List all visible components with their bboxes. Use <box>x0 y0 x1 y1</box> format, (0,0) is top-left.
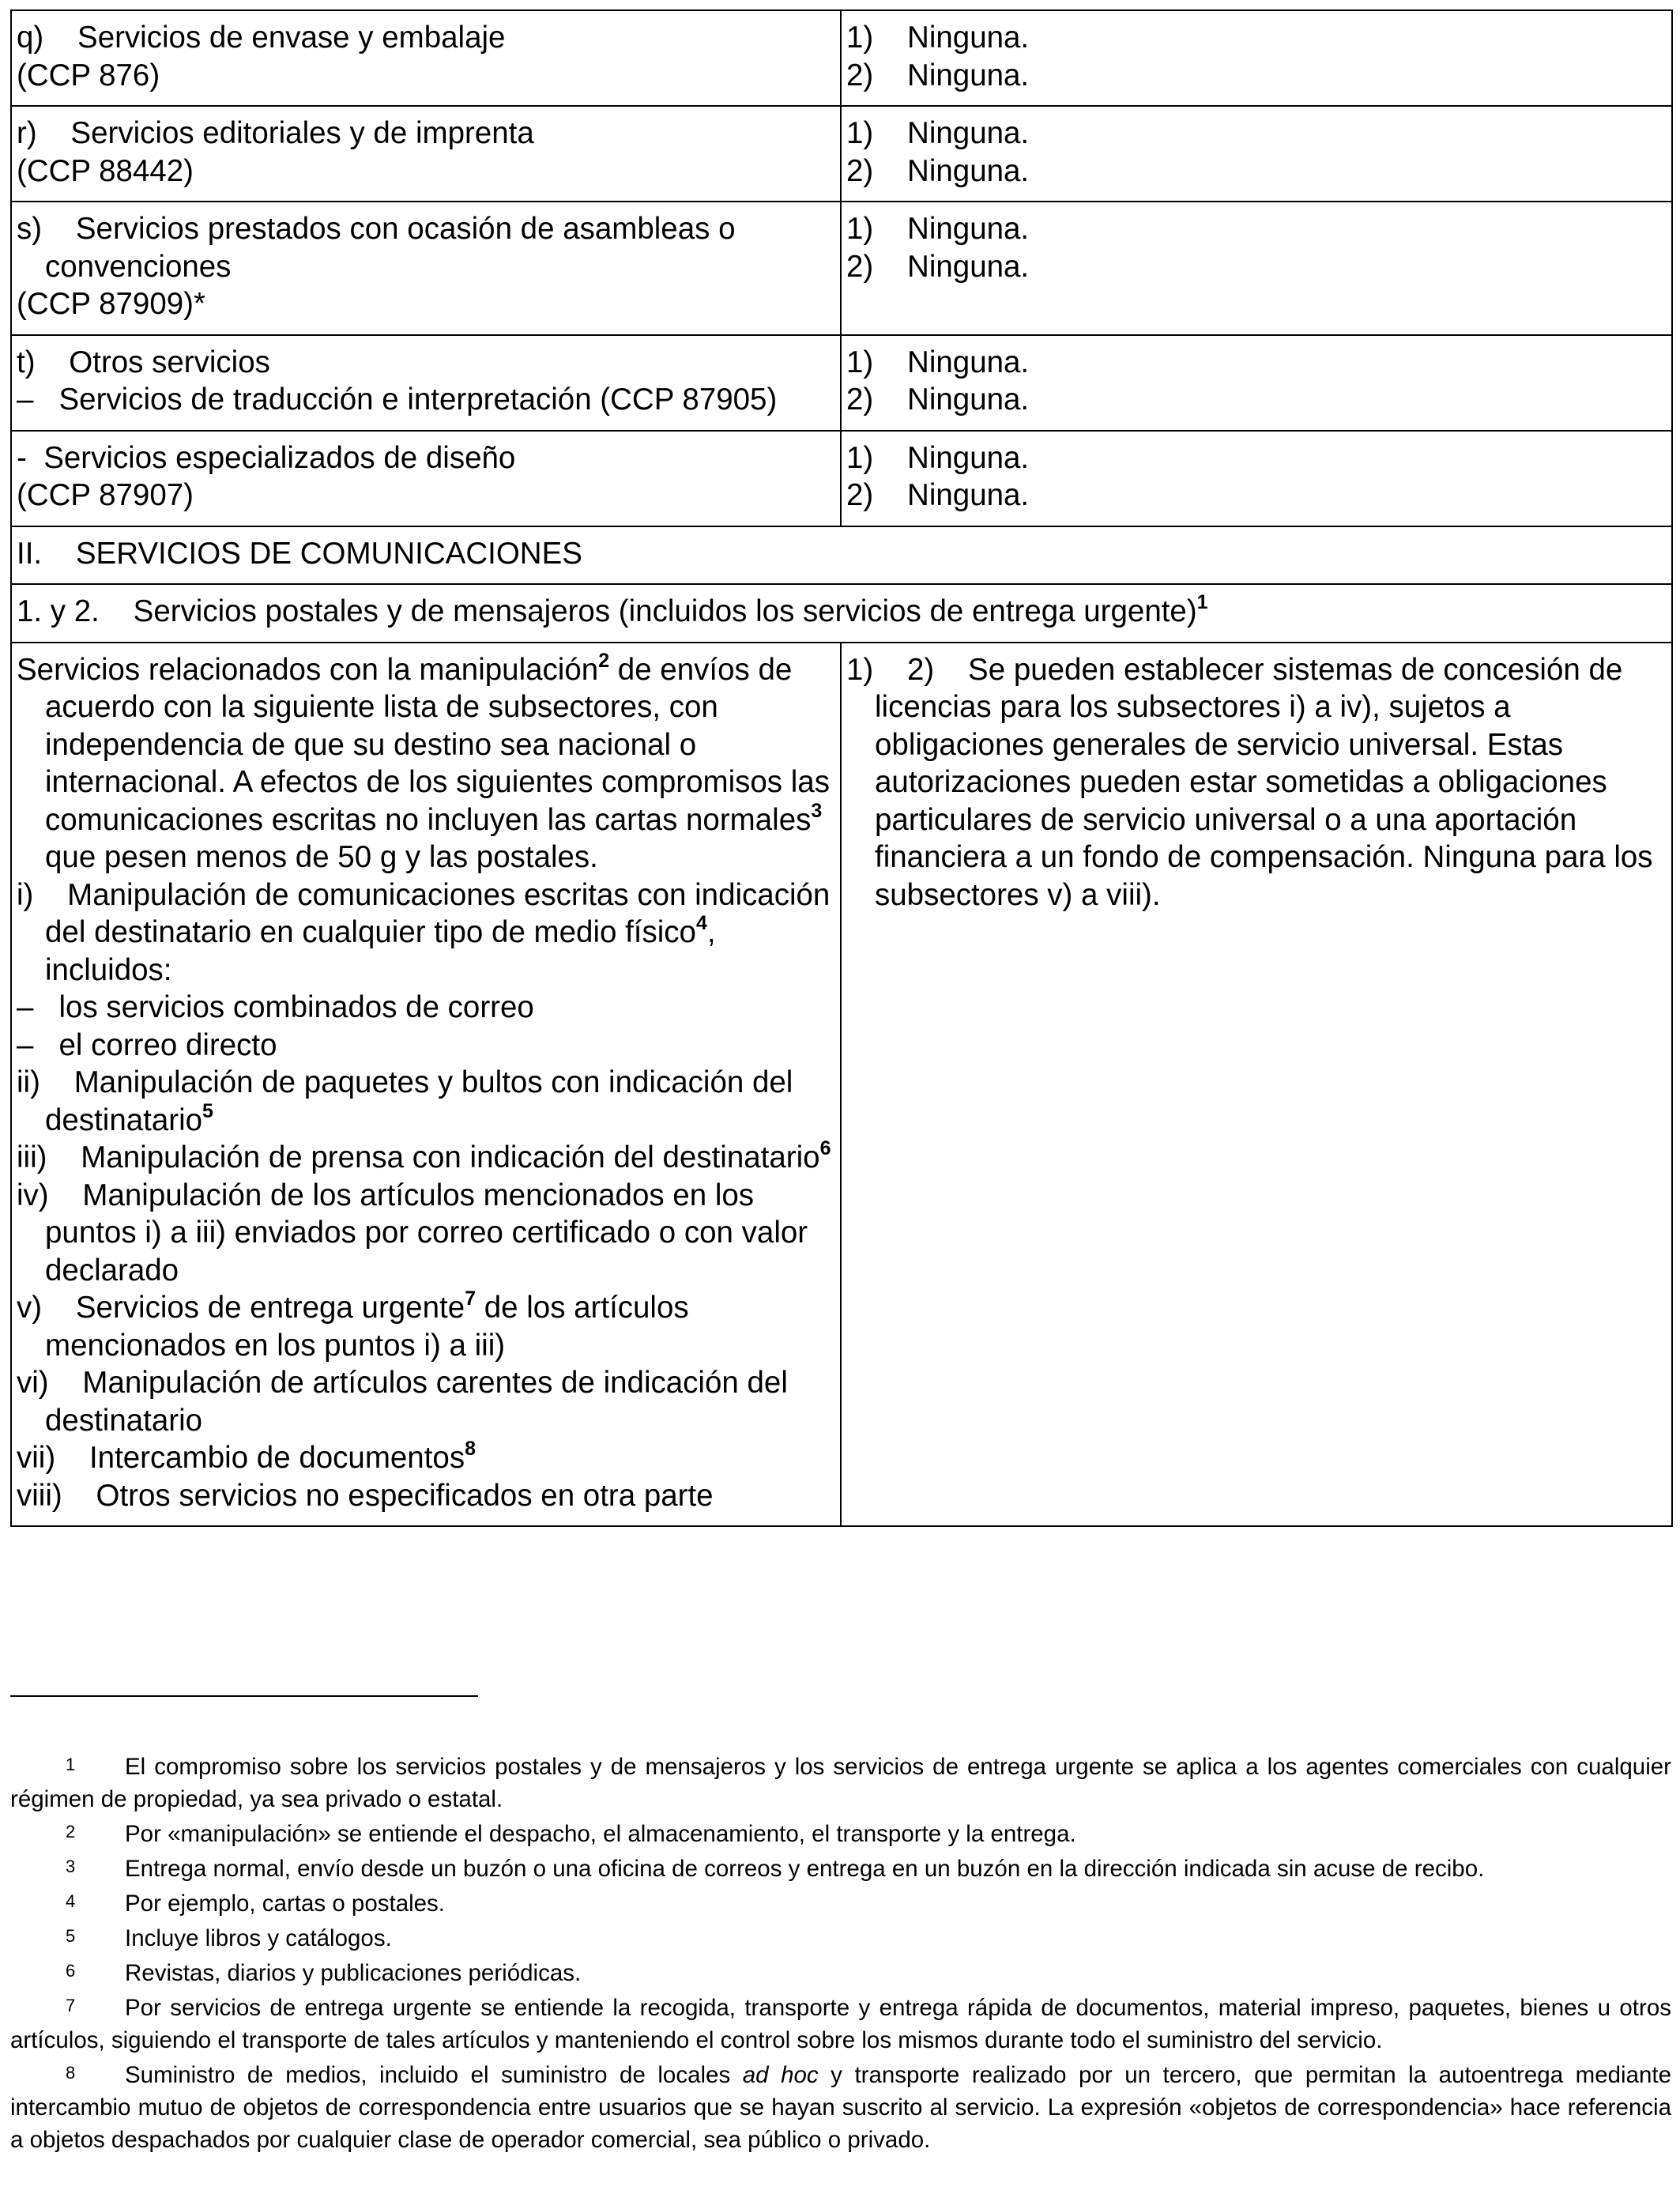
footnote <box>10 1955 1671 1989</box>
sector-title: r) Servicios editoriales y de imprenta <box>17 116 534 150</box>
footnotes <box>10 1748 1671 2156</box>
footnote-number: 2 <box>66 1822 76 1842</box>
limitation-cell <box>841 431 1672 526</box>
table-row <box>11 643 1672 1527</box>
section-heading <box>11 526 1672 585</box>
limitation-2: 2) Ninguna. <box>846 478 1030 512</box>
footnote-text: Incluye libros y catálogos. <box>125 1925 392 1951</box>
sector-code: (CCP 87907) <box>17 478 194 512</box>
limitation-cell <box>841 202 1672 335</box>
footnote-number: 6 <box>66 1961 76 1981</box>
footnote-text: Suministro de medios, incluido el suministro de locales <box>125 2062 743 2088</box>
sector-cell <box>11 202 841 335</box>
limitation-1: 1) Ninguna. <box>846 345 1030 379</box>
limitation-2: 2) Ninguna. <box>846 383 1030 417</box>
sector-cell <box>11 10 841 106</box>
footnote <box>10 1815 1671 1850</box>
footnote-text: y transporte realizado por un tercero, que permitan la autoentrega mediante intercambio mutuo de objetos de correspondencia entre usuarios que se hayan suscrito al servicio. La expresión «objetos de correspondencia» hace referencia a objetos despachados por cualquier clase de operador comercial, sea público o privado. <box>10 2062 1671 2153</box>
limitation-cell <box>841 643 1672 1527</box>
footnote <box>10 2056 1671 2156</box>
footnote <box>10 1850 1671 1885</box>
sector-title: q) Servicios de envase y embalaje <box>17 21 506 55</box>
sector-title: - Servicios especializados de diseño <box>17 440 516 475</box>
footnote-text: Por «manipulación» se entiende el despacho, el almacenamiento, el transporte y la entrega. <box>125 1821 1076 1847</box>
footnote-number: 8 <box>66 2063 76 2083</box>
subsection-heading <box>11 584 1672 643</box>
subsector-title: – Servicios de traducción e interpretación (CCP 87905) <box>17 383 778 417</box>
footnote-text: Entrega normal, envío desde un buzón o una oficina de correos y entrega en un buzón en la dirección indicada sin acuse de recibo. <box>125 1856 1485 1882</box>
sector-code: (CCP 876) <box>17 58 160 92</box>
footnote <box>10 1989 1671 2056</box>
sector-code: (CCP 87909)* <box>17 287 205 321</box>
sector-title: t) Otros servicios <box>17 345 270 379</box>
footnote-number: 5 <box>66 1926 76 1946</box>
footnote-separator <box>10 1695 478 1697</box>
table-row <box>11 431 1672 526</box>
limitation-1: 1) Ninguna. <box>846 212 1030 246</box>
subsector-iii: iii) Manipulación de prensa con indicación del destinatario$^6$ <box>17 1137 831 1174</box>
footnote-text: Por ejemplo, cartas o postales. <box>125 1891 446 1917</box>
limitation-1: 1) Ninguna. <box>846 21 1030 55</box>
section-title: II. SERVICIOS DE COMUNICACIONES <box>17 536 582 571</box>
limitation-2: 2) Ninguna. <box>846 249 1030 284</box>
dash-item: – los servicios combinados de correo <box>17 990 534 1024</box>
subsector-iv: iv) Manipulación de los artículos mencionados en los puntos i) a iii) enviados por correo certificado o con valor declarado <box>17 1178 808 1287</box>
footnote-ref: 1 <box>1196 591 1208 614</box>
subsection-row <box>11 584 1672 643</box>
footnote-text: El compromiso sobre los servicios postales y de mensajeros y los servicios de entrega urgente se aplica a los agentes comerciales con cualquier régimen de propiedad, ya sea privado o estatal. <box>10 1754 1671 1812</box>
sector-cell <box>11 106 841 202</box>
sector-code: (CCP 88442) <box>17 153 194 188</box>
footnote-ref: 6 <box>819 1137 831 1160</box>
footnote <box>10 1885 1671 1920</box>
footnote-ref: 7 <box>465 1287 477 1310</box>
footnote-number: 4 <box>66 1891 76 1911</box>
footnote-ref: 4 <box>695 912 707 935</box>
subsector-vi: vi) Manipulación de artículos carentes de indicación del destinatario <box>17 1366 788 1438</box>
limitation-1: 1) Ninguna. <box>846 116 1030 150</box>
footnote-number: 1 <box>66 1755 76 1774</box>
footnote-text-italic: ad hoc <box>742 2062 819 2088</box>
limitation-2: 2) Ninguna. <box>846 58 1030 92</box>
table-row <box>11 335 1672 431</box>
footnote-number: 3 <box>66 1857 76 1876</box>
limitation-2: 2) Ninguna. <box>846 153 1030 188</box>
footnote-number: 7 <box>66 1996 76 2015</box>
table-row <box>11 10 1672 106</box>
subsector-vii: vii) Intercambio de documentos$^8$ <box>17 1438 476 1475</box>
sector-cell <box>11 431 841 526</box>
commitments-table <box>10 9 1673 1527</box>
footnote <box>10 1920 1671 1955</box>
postal-intro: Servicios relacionados con la manipulación$^2$ de envíos de acuerdo con la siguiente lista de subsectores, con independencia de que su destino sea nacional o internacional. A efectos de los siguientes compromisos las comunicaciones escritas no incluyen las cartas normales$^3$ que pesen menos de 50 g y las postales. <box>17 649 830 874</box>
table-row <box>11 106 1672 202</box>
footnote-ref: 2 <box>598 649 610 672</box>
limitation-cell <box>841 10 1672 106</box>
footnote-ref: 8 <box>465 1438 476 1461</box>
subsection-title: 1. y 2. Servicios postales y de mensajeros (incluidos los servicios de entrega urgente) <box>17 594 1197 628</box>
table-row <box>11 202 1672 335</box>
footnote-text: Por servicios de entrega urgente se entiende la recogida, transporte y entrega rápida de documentos, material impreso, paquetes, bienes u otros artículos, siguiendo el transporte de tales artículos y manteniendo el control sobre los mismos durante todo el suministro del servicio. <box>10 1995 1671 2053</box>
footnote <box>10 1748 1671 1815</box>
postal-limitations: 1) 2) Se pueden establecer sistemas de concesión de licencias para los subsectores i) a iv), sujetos a obligaciones generales de servicio universal. Estas autorizaciones pueden estar sometidas a obligaciones particulares de servicio universal o a una aportación financiera a un fondo de compensación. Ninguna para los subsectores v) a viii). <box>846 652 1653 912</box>
limitation-cell <box>841 106 1672 202</box>
footnote-ref: 5 <box>202 1099 213 1122</box>
subsector-ii: ii) Manipulación de paquetes y bultos con indicación del destinatario$^5$ <box>17 1065 793 1137</box>
footnote-ref: 3 <box>811 799 823 822</box>
sector-title: s) Servicios prestados con ocasión de asambleas o convenciones <box>17 212 736 284</box>
sector-cell <box>11 335 841 431</box>
footnote-text: Revistas, diarios y publicaciones periódicas. <box>125 1960 582 1986</box>
limitation-cell <box>841 335 1672 431</box>
subsector-v: v) Servicios de entrega urgente$^7$ de los artículos mencionados en los puntos i) a iii) <box>17 1287 689 1363</box>
limitation-1: 1) Ninguna. <box>846 440 1030 475</box>
subsector-viii: viii) Otros servicios no especificados en otra parte <box>17 1478 714 1513</box>
section-row <box>11 526 1672 585</box>
sector-cell <box>11 643 841 1527</box>
dash-item: – el correo directo <box>17 1027 277 1062</box>
subsector-i: i) Manipulación de comunicaciones escritas con indicación del destinatario en cualquier tipo de medio físico$^4$, incluidos: <box>17 877 831 987</box>
